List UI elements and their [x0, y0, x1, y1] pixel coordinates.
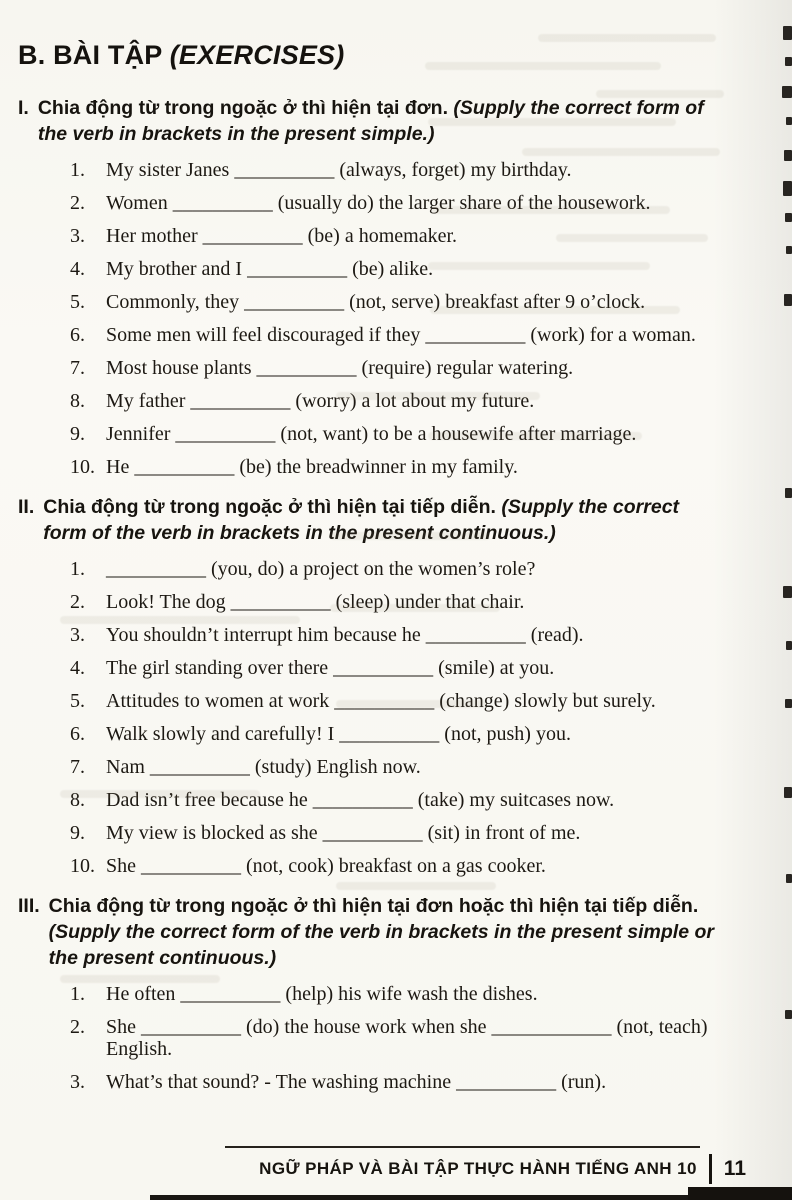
item-text: My brother and I __________ (be) alike.	[106, 258, 434, 280]
item-text: Dad isn’t free because he __________ (take) my suitcases now.	[106, 789, 615, 811]
heading-english: (Supply the correct form of the verb in brackets in the present continuous.)	[43, 496, 680, 544]
item-text: Her mother __________ (be) a homemaker.	[106, 225, 458, 247]
bleedthrough-mark	[336, 392, 540, 400]
item-number: 8.	[70, 789, 85, 811]
item-text: Women __________ (usually do) the larger share of the housework.	[106, 192, 651, 214]
item-number: 6.	[70, 324, 85, 346]
scan-artifact	[784, 150, 792, 161]
heading-english: (Supply the correct form of the verb in brackets in the present simple or the present continuous.)	[48, 921, 714, 969]
scan-artifact	[783, 586, 792, 598]
item-text: He __________ (be) the breadwinner in my family.	[106, 456, 518, 478]
bleedthrough-mark	[596, 90, 724, 98]
scan-artifact	[784, 787, 792, 798]
title-italic-text: (EXERCISES)	[169, 40, 345, 70]
title-text: B. BÀI TẬP	[18, 40, 163, 70]
item-text: She __________ (not, cook) breakfast on a gas cooker.	[106, 855, 546, 877]
scan-artifact	[784, 294, 792, 306]
bleedthrough-mark	[556, 234, 708, 242]
item-text: Nam __________ (study) English now.	[106, 756, 421, 778]
scan-artifact	[785, 699, 792, 708]
item-text: Commonly, they __________ (not, serve) breakfast after 9 o’clock.	[106, 291, 646, 313]
list-item	[70, 756, 746, 778]
list-item	[70, 423, 746, 445]
bleedthrough-mark	[330, 532, 490, 540]
item-number: 1.	[70, 983, 85, 1005]
scan-artifact	[786, 117, 792, 125]
item-number: 4.	[70, 258, 85, 280]
item-text: My sister Janes __________ (always, forget) my birthday.	[106, 159, 572, 181]
bleedthrough-mark	[60, 790, 260, 798]
item-text: My view is blocked as she __________ (sit) in front of me.	[106, 822, 581, 844]
footer-book-title: NGỮ PHÁP VÀ BÀI TẬP THỰC HÀNH TIẾNG ANH 10	[259, 1159, 697, 1178]
item-text: The girl standing over there __________ (smile) at you.	[106, 657, 555, 679]
footer-page-number: 11	[723, 1157, 746, 1180]
list-item	[70, 983, 746, 1005]
section-heading-text	[49, 893, 746, 971]
list-item	[70, 822, 746, 844]
bleedthrough-mark	[60, 975, 220, 983]
scan-artifact	[786, 246, 792, 254]
bleedthrough-mark	[336, 700, 486, 708]
list-item	[70, 723, 746, 745]
item-number: 3.	[70, 624, 85, 646]
item-number: 4.	[70, 657, 85, 679]
item-text: Look! The dog __________ (sleep) under that chair.	[106, 591, 525, 613]
item-number: 6.	[70, 723, 85, 745]
item-number: 3.	[70, 225, 85, 247]
bleedthrough-mark	[428, 262, 650, 270]
item-number: 7.	[70, 357, 85, 379]
scan-artifact	[785, 1010, 792, 1019]
bleedthrough-mark	[432, 206, 670, 214]
section-numeral: III.	[18, 895, 40, 917]
list-item	[70, 624, 746, 646]
scan-artifact	[785, 488, 792, 498]
scan-artifact	[785, 57, 792, 66]
item-text: She __________ (do) the house work when she ____________ (not, teach) English.	[106, 1016, 708, 1060]
exercise-list	[70, 983, 746, 1093]
scan-artifact	[786, 874, 792, 883]
item-number: 8.	[70, 390, 85, 412]
item-number: 2.	[70, 591, 85, 613]
item-number: 7.	[70, 756, 85, 778]
item-number: 9.	[70, 822, 85, 844]
footer	[259, 1154, 746, 1184]
item-text: You shouldn’t interrupt him because he __________ (read).	[106, 624, 584, 646]
list-item	[70, 324, 746, 346]
item-number: 1.	[70, 159, 85, 181]
bleedthrough-mark	[428, 432, 642, 440]
item-text: Walk slowly and carefully! I __________ (not, push) you.	[106, 723, 571, 745]
bleedthrough-mark	[522, 148, 720, 156]
list-item	[70, 558, 746, 580]
bleedthrough-mark	[538, 34, 716, 42]
scan-artifact	[783, 181, 792, 196]
item-number: 3.	[70, 1071, 85, 1093]
item-text: Attitudes to women at work __________ (change) slowly but surely.	[106, 690, 656, 712]
bleedthrough-mark	[60, 616, 300, 624]
item-number: 10.	[70, 456, 95, 478]
section-heading	[18, 893, 746, 971]
item-text: He often __________ (help) his wife wash the dishes.	[106, 983, 538, 1005]
item-number: 2.	[70, 192, 85, 214]
item-number: 2.	[70, 1016, 85, 1038]
item-number: 10.	[70, 855, 95, 877]
footer-rule	[225, 1146, 700, 1148]
section-ii	[18, 494, 746, 877]
item-number: 1.	[70, 558, 85, 580]
bleedthrough-mark	[330, 604, 500, 612]
scan-artifact	[783, 26, 792, 40]
heading-vietnamese: Chia động từ trong ngoặc ở thì hiện tại đơn.	[37, 97, 448, 119]
heading-vietnamese: Chia động từ trong ngoặc ở thì hiện tại đơn hoặc thì hiện tại tiếp diễn.	[48, 895, 699, 917]
item-text: My father __________ (worry) a lot about my future.	[106, 390, 535, 412]
item-number: 5.	[70, 690, 85, 712]
list-item	[70, 357, 746, 379]
heading-vietnamese: Chia động từ trong ngoặc ở thì hiện tại tiếp diễn.	[43, 496, 496, 518]
bleedthrough-mark	[336, 882, 496, 890]
section-iii	[18, 893, 746, 1093]
scan-artifact	[785, 213, 792, 222]
item-text: __________ (you, do) a project on the women’s role?	[106, 558, 536, 580]
item-text: Some men will feel discouraged if they __________ (work) for a woman.	[106, 324, 696, 346]
bleedthrough-mark	[430, 306, 680, 314]
scan-artifact	[786, 641, 792, 650]
item-number: 5.	[70, 291, 85, 313]
item-text: Jennifer __________ (not, want) to be a housewife after marriage.	[106, 423, 637, 445]
list-item	[70, 1016, 746, 1060]
heading-english: (Supply the correct form of the verb in brackets in the present simple.)	[37, 97, 704, 145]
item-text: What’s that sound? - The washing machine __________ (run).	[106, 1071, 607, 1093]
list-item	[70, 456, 746, 478]
section-numeral: II.	[18, 496, 35, 518]
section-numeral: I.	[18, 97, 29, 119]
scan-artifact	[782, 86, 792, 98]
bleedthrough-mark	[425, 62, 661, 70]
item-text: Most house plants __________ (require) regular watering.	[106, 357, 574, 379]
list-item	[70, 855, 746, 877]
list-item	[70, 159, 746, 181]
list-item	[70, 1071, 746, 1093]
list-item	[70, 657, 746, 679]
bleedthrough-mark	[428, 118, 676, 126]
item-number: 9.	[70, 423, 85, 445]
scan-artifact-bottom-corner	[688, 1187, 792, 1200]
